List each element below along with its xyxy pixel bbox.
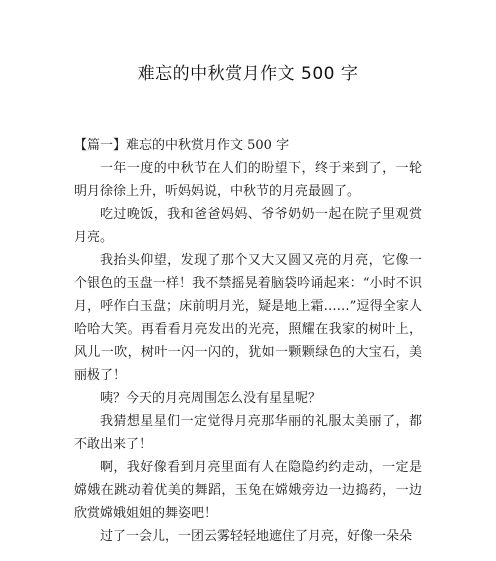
paragraph-6: 啊，我好像看到月亮里面有人在隐隐约约走动，一定是嫦娥在跳动着优美的舞蹈，玉兔在嫦娥旁边一边捣药，一边欣赏嫦娥姐姐的舞姿吧！	[74, 460, 422, 521]
document-title: 难忘的中秋赏月作文 500 字	[137, 64, 359, 84]
paragraph-2: 吃过晚饭，我和爸爸妈妈、爷爷奶奶一起在院子里观赏月亮。	[74, 207, 422, 245]
paragraph-5: 我猜想星星们一定觉得月亮那华丽的礼服太美丽了，都不敢出来了！	[74, 414, 422, 452]
document-body	[74, 134, 422, 548]
section-heading: 【篇一】难忘的中秋赏月作文 500 字	[74, 138, 290, 153]
paragraph-3: 我抬头仰望，发现了那个又大又圆又亮的月亮，它像一个银色的玉盘一样！我不禁摇晃着脑袋吟诵起来：“小时不识月，呼作白玉盘；床前明月光，疑是地上霜……”逗得全家人哈哈大笑。再看看月亮发出的光亮，照耀在我家的树叶上，风儿一吹，树叶一闪一闪的，犹如一颗颗绿色的大宝石，美丽极了！	[74, 253, 422, 383]
paragraph-4: 咦？今天的月亮周围怎么没有星星呢？	[100, 391, 322, 406]
paragraph-1: 一年一度的中秋节在人们的盼望下，终于来到了，一轮明月徐徐上升，听妈妈说，中秋节的月亮最圆了。	[74, 161, 422, 199]
paragraph-7: 过了一会儿，一团云雾轻轻地遮住了月亮，好像一朵朵	[100, 529, 413, 544]
